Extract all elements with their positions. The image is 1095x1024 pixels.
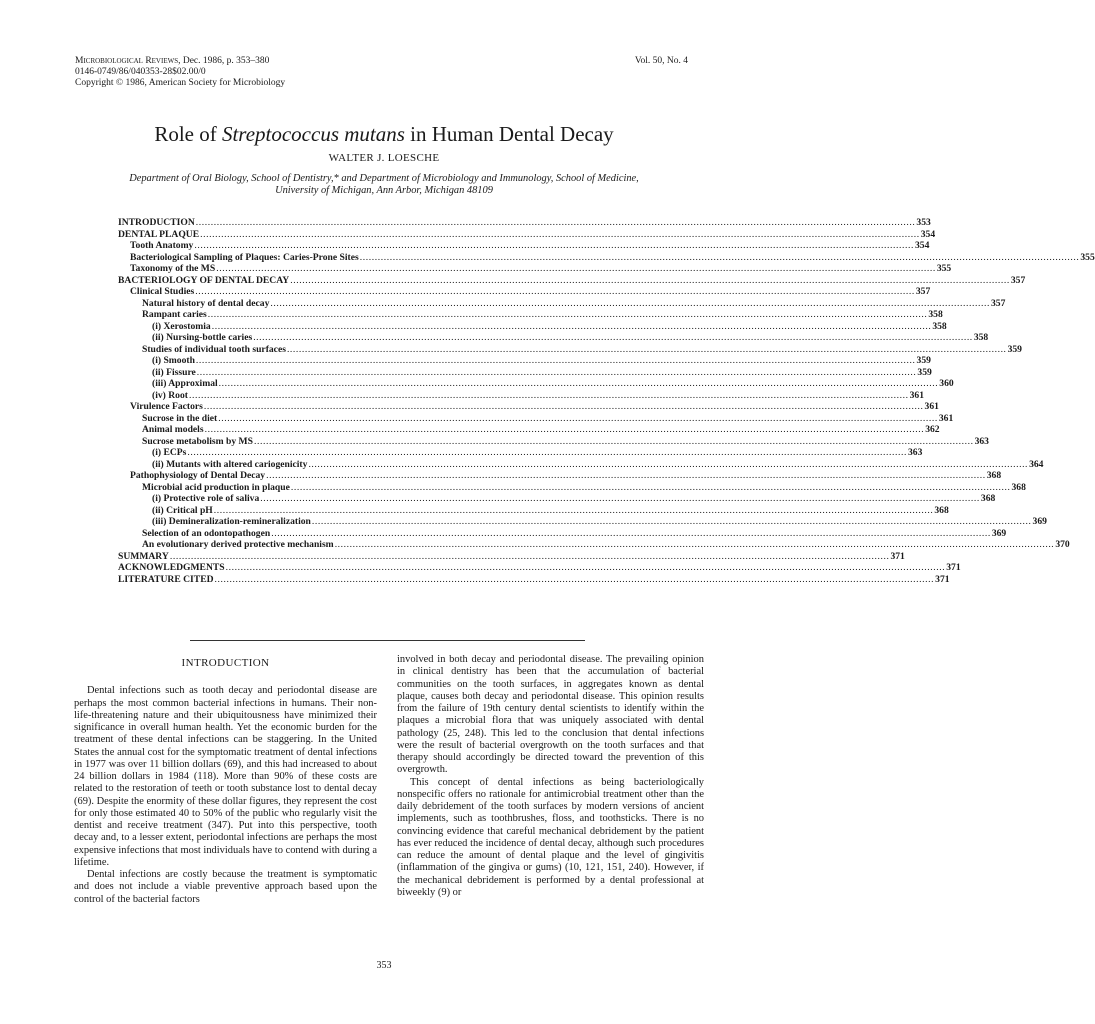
toc-entry	[118, 263, 952, 275]
toc-entry-page: 371	[890, 550, 905, 562]
right-column	[397, 654, 704, 899]
toc-entry-page: 361	[938, 412, 954, 424]
toc-leader-dots: ................................................................................................................................................................................................................................................	[290, 481, 1011, 493]
article-code: 0146-0749/86/040353-28$02.00/0	[75, 67, 206, 77]
toc-leader-dots: ................................................................................................................................................................................................................................................	[204, 424, 925, 435]
toc-leader-dots: ................................................................................................................................................................................................................................................	[187, 447, 907, 458]
toc-entry	[118, 228, 936, 241]
toc-entry-label: (i) Protective role of saliva	[152, 493, 260, 504]
toc-entry	[118, 309, 943, 321]
toc-entry	[118, 458, 1044, 471]
toc-entry-page: 361	[909, 389, 924, 401]
toc-leader-dots: ................................................................................................................................................................................................................................................	[213, 504, 934, 516]
toc-entry-label: Sucrose in the diet	[142, 412, 218, 424]
toc-entry-label: Microbial acid production in plaque	[142, 481, 290, 493]
toc-leader-dots: ................................................................................................................................................................................................................................................	[214, 573, 935, 585]
toc-entry-label: (i) ECPs	[152, 447, 187, 458]
toc-entry	[118, 573, 950, 586]
toc-entry	[118, 297, 1006, 310]
toc-entry-label: (ii) Nursing-bottle caries	[152, 332, 253, 343]
toc-entry-label: INTRODUCTION	[118, 217, 195, 228]
toc-entry-page: 363	[974, 435, 989, 447]
title-suffix: in Human Dental Decay	[404, 122, 614, 146]
toc-entry	[118, 389, 924, 402]
toc-entry-label: ACKNOWLEDGMENTS	[118, 562, 225, 573]
copyright-line: Copyright © 1986, American Society for Microbiology	[75, 78, 286, 88]
toc-entry-page: 369	[1032, 516, 1047, 527]
toc-entry-label: DENTAL PLAQUE	[118, 228, 200, 240]
toc-entry	[118, 366, 932, 379]
paragraph: Dental infections such as tooth decay and periodontal disease are perhaps the most common bacterial infections in humans. Their non-life-threatening nature and their ubiquitousness have minimized their significance in overall human health. Yet the economic burden for the treatment of these dental infections can be staggering. In the United States the annual cost for the symptomatic treatment of dental infections in 1977 was over 11 billion dollars (69), and this had increased to about 24 billion dollars in 1984 (118). More than 90% of these costs are related to the restoration of teeth or tooth substance lost to dental decay (69). Despite the enormity of these dollar figures, they represent the cost for only those estimated 40 to 50% of the public who regularly visit the dentist and receive treatment (347). Put into this perspective, tooth decay and, to a lesser extent, periodontal infections are perhaps the most expensive infections that most individuals have to contend with during a lifetime.	[74, 685, 377, 868]
toc-entry	[118, 401, 939, 413]
toc-entry-label: Animal models	[142, 424, 204, 435]
toc-entry-page: 358	[932, 320, 947, 332]
toc-entry-label: Virulence Factors	[130, 401, 203, 412]
toc-entry	[118, 343, 1022, 356]
toc-entry-label: LITERATURE CITED	[118, 573, 214, 585]
toc-entry-label: (i) Smooth	[152, 355, 195, 366]
toc-entry	[118, 493, 996, 505]
toc-entry-page: 364	[1029, 458, 1044, 470]
article-title	[0, 122, 768, 147]
left-column	[74, 654, 377, 906]
section-heading-introduction: INTRODUCTION	[181, 657, 270, 669]
toc-entry	[118, 504, 949, 517]
toc-entry	[118, 539, 1070, 551]
toc-entry	[118, 516, 1047, 528]
toc-leader-dots: ................................................................................................................................................................................................................................................	[211, 320, 932, 332]
toc-entry-label: Pathophysiology of Dental Decay	[130, 470, 266, 481]
issue-info: Dec. 1986, p. 353–380	[182, 56, 270, 66]
toc-entry	[118, 550, 905, 563]
toc-entry-label: Taxonomy of the MS	[130, 263, 216, 274]
page-number: 353	[376, 960, 392, 971]
toc-leader-dots: ................................................................................................................................................................................................................................................	[203, 401, 924, 412]
toc-entry	[118, 274, 1026, 287]
toc-entry-page: 355	[936, 263, 952, 274]
toc-entry-page: 355	[1080, 251, 1095, 263]
toc-entry-page: 370	[1055, 539, 1070, 550]
toc-leader-dots: ................................................................................................................................................................................................................................................	[218, 412, 938, 424]
toc-entry-label: (ii) Fissure	[152, 366, 196, 378]
toc-entry-page: 354	[920, 228, 936, 240]
toc-entry-label: (iii) Approximal	[152, 378, 218, 389]
toc-entry-page: 368	[934, 504, 949, 516]
toc-entry-page: 361	[924, 401, 939, 412]
toc-leader-dots: ................................................................................................................................................................................................................................................	[218, 378, 939, 389]
volume-info: Vol. 50, No. 4	[634, 56, 688, 66]
toc-entry-label: An evolutionary derived protective mechanism	[142, 539, 334, 550]
toc-entry-label: Sucrose metabolism by MS	[142, 435, 253, 447]
toc-leader-dots: ................................................................................................................................................................................................................................................	[200, 228, 920, 240]
toc-entry	[118, 320, 947, 333]
toc-leader-dots: ................................................................................................................................................................................................................................................	[195, 355, 916, 366]
toc-entry	[118, 332, 989, 344]
toc-entry-page: 368	[980, 493, 996, 504]
paragraph: involved in both decay and periodontal disease. The prevailing opinion in clinical dentistry has been that the accumulation of bacterial communities on the tooth surfaces, in aggregates known as dental plaque, causes both decay and periodontal disease. This opinion results from the failure of 19th century dental scientists to identify within the plaques a microbial flora that was uniquely associated with dental pathology (25, 248). This led to the conclusion that dental infections were the result of bacterial overgrowth on the tooth surfaces and that therapy should accordingly be directed toward the prevention of this overgrowth.	[397, 654, 704, 776]
toc-entry-page: 359	[1007, 343, 1022, 355]
toc-leader-dots: ................................................................................................................................................................................................................................................	[195, 217, 916, 228]
toc-entry	[118, 217, 931, 229]
title-organism: Streptococcus mutans	[221, 122, 405, 146]
toc-leader-dots: ................................................................................................................................................................................................................................................	[359, 251, 1080, 263]
toc-entry-label: Natural history of dental decay	[142, 297, 270, 309]
toc-entry-page: 359	[916, 355, 931, 366]
toc-entry-page: 362	[925, 424, 940, 435]
author-affiliation: Department of Oral Biology, School of Dentistry,* and Department of Microbiology and Immunology, School of Medicine, University of Michigan, Ann Arbor, Michigan 48109	[129, 173, 639, 196]
toc-leader-dots: ................................................................................................................................................................................................................................................	[286, 343, 1007, 355]
toc-entry	[118, 412, 954, 425]
toc-entry-label: Selection of an odontopathogen	[142, 527, 271, 539]
toc-entry	[118, 251, 1095, 264]
toc-entry-label: Studies of individual tooth surfaces	[142, 343, 286, 355]
toc-entry-page: 354	[914, 240, 930, 251]
toc-entry	[118, 527, 1007, 540]
toc-entry-page: 360	[939, 378, 954, 389]
toc-entry-label: BACTERIOLOGY OF DENTAL DECAY	[118, 274, 290, 286]
toc-entry-page: 369	[991, 527, 1007, 539]
toc-leader-dots: ................................................................................................................................................................................................................................................	[169, 550, 890, 562]
toc-entry-label: Tooth Anatomy	[130, 240, 194, 251]
toc-entry-page: 358	[973, 332, 989, 343]
toc-entry-label: (i) Xerostomia	[152, 320, 211, 332]
toc-leader-dots: ................................................................................................................................................................................................................................................	[290, 274, 1010, 286]
toc-leader-dots: ................................................................................................................................................................................................................................................	[225, 562, 946, 573]
divider-rule	[190, 640, 585, 641]
toc-entry-page: 368	[1011, 481, 1026, 493]
toc-leader-dots: ................................................................................................................................................................................................................................................	[194, 240, 914, 251]
paragraph: This concept of dental infections as being bacteriologically nonspecific offers no rationale for antimicrobial treatment other than the daily debridement of the tooth surfaces by modern versions of ancient implements, such as toothbrushes, floss, and toothsticks. There is no convincing evidence that careful mechanical debridement by the patient has ever reduced the incidence of dental decay, although such procedures can reduce the amount of dental plaque and the level of gingivitis (inflammation of the gingiva or gums) (10, 121, 151, 240). However, if the mechanical debridement is performed by a dental professional at biweekly (9) or	[397, 776, 704, 898]
toc-entry-page: 357	[991, 297, 1006, 309]
toc-entry-label: (iv) Root	[152, 389, 188, 401]
toc-leader-dots: ................................................................................................................................................................................................................................................	[188, 389, 909, 401]
table-of-contents	[118, 217, 1095, 585]
toc-entry-label: Rampant caries	[142, 309, 207, 320]
toc-leader-dots: ................................................................................................................................................................................................................................................	[253, 332, 973, 343]
toc-entry	[118, 424, 940, 436]
toc-entry	[118, 435, 989, 448]
toc-leader-dots: ................................................................................................................................................................................................................................................	[216, 263, 936, 274]
toc-entry	[118, 562, 961, 574]
toc-entry-label: SUMMARY	[118, 550, 169, 562]
toc-entry-page: 371	[946, 562, 961, 573]
toc-entry-page: 363	[908, 447, 923, 458]
toc-entry-page: 353	[916, 217, 931, 228]
toc-leader-dots: ................................................................................................................................................................................................................................................	[253, 435, 974, 447]
author-name: WALTER J. LOESCHE	[328, 152, 440, 164]
toc-entry	[118, 240, 930, 252]
toc-entry-page: 357	[915, 286, 931, 297]
toc-entry	[118, 447, 923, 459]
toc-entry-page: 368	[986, 470, 1002, 481]
paragraph: Dental infections are costly because the treatment is symptomatic and does not include a viable preventive approach based upon the control of the bacterial factors	[74, 869, 377, 905]
toc-leader-dots: ................................................................................................................................................................................................................................................	[196, 366, 917, 378]
toc-entry-page: 358	[928, 309, 943, 320]
toc-leader-dots: ................................................................................................................................................................................................................................................	[308, 458, 1029, 470]
toc-leader-dots: ................................................................................................................................................................................................................................................	[271, 527, 991, 539]
toc-leader-dots: ................................................................................................................................................................................................................................................	[270, 297, 990, 309]
journal-name: Microbiological Reviews	[75, 56, 179, 66]
toc-entry-page: 371	[935, 573, 950, 585]
toc-entry	[118, 355, 931, 367]
toc-entry-label: Bacteriological Sampling of Plaques: Caries-Prone Sites	[130, 251, 359, 263]
toc-leader-dots: ................................................................................................................................................................................................................................................	[195, 286, 915, 297]
toc-entry-page: 357	[1010, 274, 1026, 286]
toc-leader-dots: ................................................................................................................................................................................................................................................	[334, 539, 1055, 550]
toc-leader-dots: ................................................................................................................................................................................................................................................	[260, 493, 980, 504]
title-prefix: Role of	[154, 122, 222, 146]
toc-leader-dots: ................................................................................................................................................................................................................................................	[266, 470, 986, 481]
toc-entry-label: Clinical Studies	[130, 286, 195, 297]
toc-leader-dots: ................................................................................................................................................................................................................................................	[207, 309, 928, 320]
toc-entry	[118, 378, 954, 390]
toc-entry	[118, 286, 931, 298]
toc-entry-label: (iii) Demineralization-remineralization	[152, 516, 311, 527]
running-header-left: Microbiological Reviews, Dec. 1986, p. 353–380 0146-0749/86/040353-28$02.00/0 Copyright © 1986, American Society for Microbiology	[75, 56, 286, 88]
toc-leader-dots: ................................................................................................................................................................................................................................................	[311, 516, 1032, 527]
toc-entry-label: (ii) Mutants with altered cariogenicity	[152, 458, 308, 470]
toc-entry-label: (ii) Critical pH	[152, 504, 213, 516]
toc-entry	[118, 481, 1026, 494]
toc-entry-page: 359	[917, 366, 932, 378]
toc-entry	[118, 470, 1002, 482]
